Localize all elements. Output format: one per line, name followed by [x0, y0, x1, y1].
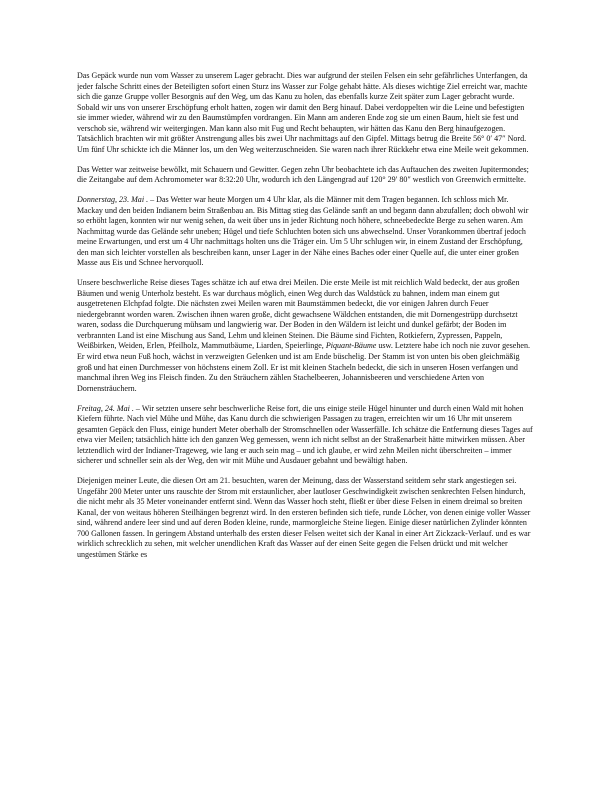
- paragraph-4-text-b: usw. Letztere habe ich noch nie zuvor gesehen. Er wird etwa neun Fuß hoch, wächst in verzweigten Gelenken und ist am Ende büschelig. Der Stamm ist von unten bis oben gleichmäßig groß und hat einen Durchmesser von höchstens einem Zoll. Er ist mit kleinen Stacheln bedeckt, die sich in unseren Hosen verfangen und manchmal ihren Weg ins Fleisch finden. Zu den Sträuchern zählen Stachelbeeren, Johannisbeeren und verschiedene Arten von Dornensträuchern.: [77, 341, 531, 393]
- paragraph-3-text: – Das Wetter war heute Morgen um 4 Uhr klar, als die Männer mit dem Tragen begannen. Ich schloss mich Mr. Mackay und den beiden Indianern beim Straßenbau an. Bis Mittag stieg das Gelände sanft an und begann dann abzufallen; doch obwohl wir so erhöht lagen, konnten wir nur wenig sehen, da weit über uns in jeder Richtung noch höhere, schneebedeckte Berge zu sehen waren. Am Nachmittag wurde das Gelände sehr uneben; Hügel und tiefe Schluchten boten sich uns abwechselnd. Unser Vorankommen übertraf jedoch meine Erwartungen, und erst um 4 Uhr nachmittags holten uns die Träger ein. Um 5 Uhr schlugen wir, in einem Zustand der Erschöpfung, den man sich leichter vorstellen als beschreiben kann, unser Lager in der Nähe eines Baches oder einer Quelle auf, die unter einer großen Masse aus Eis und Schnee hervorquoll.: [77, 195, 529, 268]
- paragraph-6-text: Diejenigen meiner Leute, die diesen Ort am 21. besuchten, waren der Meinung, dass der Wasserstand seitdem sehr stark angestiegen sei. Ungefähr 200 Meter unter uns rauschte der Strom mit erstaunlicher, aber lautloser Geschwindigkeit zwischen senkrechten Felsen hindurch, die nicht mehr als 35 Meter voneinander entfernt sind. Wenn das Wasser hoch steht, fließt er über diese Felsen in einem dreimal so breiten Kanal, der von weitaus höheren Steilhängen begrenzt wird. In den ersteren befinden sich tiefe, runde Löcher, von denen einige voller Wasser sind, während andere leer sind und auf deren Boden kleine, runde, marmorgleiche Steine liegen. Einige dieser natürlichen Zylinder könnten 700 Gallonen fassen. In geringem Abstand unterhalb des ersten dieser Felsen weitet sich der Kanal in einer Art Zickzack-Verlauf. und es war wirklich schrecklich zu sehen, mit welcher unendlichen Kraft das Wasser auf der einen Seite gegen die Felsen drückt und mit welcher ungestümen Stärke es: [77, 476, 531, 559]
- paragraph-1: [77, 71, 535, 155]
- paragraph-5-text: – Wir setzten unsere sehr beschwerliche Reise fort, die uns einige steile Hügel hinunter und durch einen Wald mit hohen Kiefern führte. Nach viel Mühe und Mühe, das Kanu durch die schwierigen Passagen zu tragen, erreichten wir um 16 Uhr mit unserem gesamten Gepäck den Fluss, einige hundert Meter oberhalb der Stromschnellen oder Wasserfälle. Ich schätze die Entfernung dieses Tages auf etwa vier Meilen; tatsächlich hätte ich den ganzen Weg gemessen, wenn ich nicht selbst an der Straßenarbeit hätte mitwirken müssen. Aber letztendlich wird der Indianer-Trageweg, wie lang er auch sein mag – und ich glaube, er wird zehn Meilen nicht überschreiten – immer sicherer und schneller sein als der Weg, den wir mit Mühe und Ausdauer gebahnt und bewältigt haben.: [77, 403, 533, 466]
- paragraph-6: [77, 476, 535, 560]
- piquant-tree-term: Piquant-Bäume: [325, 341, 377, 351]
- paragraph-2: [77, 165, 535, 186]
- document-page: [77, 71, 535, 771]
- paragraph-2-text: Das Wetter war zeitweise bewölkt, mit Schauern und Gewitter. Gegen zehn Uhr beobachtete ich das Auftauchen des zweiten Jupitermondes; die Zeitangabe auf dem Achromometer war 8:32:20 Uhr, wodurch ich den Längengrad auf 120° 29′ 80″ westlich von Greenwich ermittelte.: [77, 164, 529, 185]
- entry-date-thursday: Donnerstag, 23. Mai .: [77, 195, 149, 205]
- paragraph-1-text: Das Gepäck wurde nun vom Wasser zu unserem Lager gebracht. Dies war aufgrund der steilen Felsen ein sehr gefährliches Unterfangen, da jeder falsche Schritt eines der Beteiligten sofort einen Sturz ins Wasser zur Folge gehabt hätte. Als dieses wichtige Ziel erreicht war, machte sich die ganze Gruppe voller Besorgnis auf den Weg, um das Kanu zu holen, das ebenfalls kurze Zeit später zum Lager gebracht wurde. Sobald wir uns von unserer Erschöpfung erholt hatten, zogen wir damit den Berg hinauf. Dabei verdoppelten wir die Leine und befestigten sie immer wieder, während wir zu den Baumstümpfen vordrangen. Ein Mann am anderen Ende zog sie um einen Baum, hielt sie fest und verschob sie, während wir weitergingen. Man kann also mit Fug und Recht behaupten, wir hätten das Kanu den Berg hinaufgezogen. Tatsächlich brachten wir mit größter Anstrengung alles bis zwei Uhr nachmittags auf den Gipfel. Mittags betrug die Breite 56° 0′ 47″ Nord. Um fünf Uhr schickte ich die Männer los, um den Weg weiterzuschneiden. Sie waren nach ihrer Rückkehr etwa eine Meile weit gekommen.: [77, 71, 529, 154]
- paragraph-4: [77, 278, 535, 394]
- entry-date-friday: Freitag, 24. Mai .: [77, 403, 134, 413]
- paragraph-4-text-a: Unsere beschwerliche Reise dieses Tages schätze ich auf etwa drei Meilen. Die erste Meile ist mit reichlich Wald bedeckt, der aus großen Bäumen und wenig Unterholz besteht. Es war durchaus möglich, einen Weg durch das Waldstück zu bahnen, indem man einem gut ausgetretenen Elchpfad folgte. Die nächsten zwei Meilen waren mit Baumstämmen bedeckt, die vor einigen Jahren durch Feuer niedergebrannt worden waren. Zwischen ihnen waren große, dicht gewachsene Wäldchen entstanden, die mit Dornengestrüpp durchsetzt waren, sodass die Durchquerung mühsam und langwierig war. Der Boden in den Wäldern ist leicht und dunkel gefärbt; der Boden im verbrannten Land ist eine Mischung aus Sand, Lehm und kleinen Steinen. Die Bäume sind Fichten, Rotkiefern, Zypressen, Pappeln, Weißbirken, Weiden, Erlen, Pfeilholz, Mammutbäume, Liarden, Speierlinge,: [77, 278, 520, 351]
- paragraph-5: [77, 404, 535, 467]
- paragraph-3: [77, 195, 535, 269]
